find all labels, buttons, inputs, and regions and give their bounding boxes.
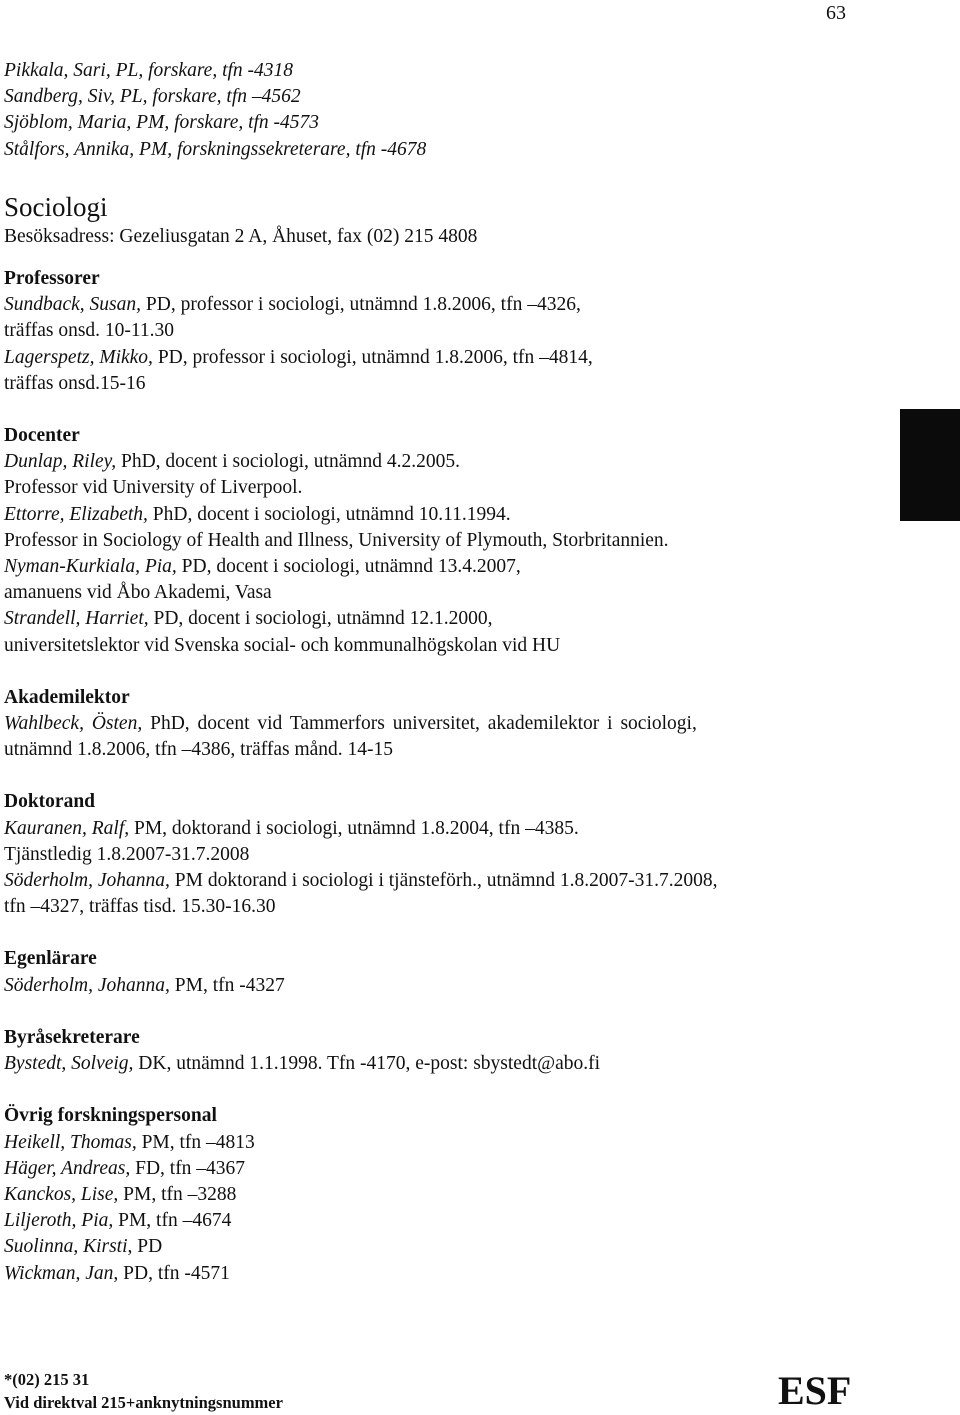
list-item bbox=[4, 1208, 854, 1234]
list-item bbox=[4, 868, 854, 920]
list-item bbox=[4, 1234, 854, 1260]
person-details-cont: amanuens vid Åbo Akademi, Vasa bbox=[4, 582, 272, 604]
footer-direct-dial: Vid direktval 215+anknytningsnummer bbox=[4, 1393, 283, 1412]
person-name: Sundback, Susan, bbox=[4, 294, 142, 316]
person-details-cont: träffas onsd.15-16 bbox=[4, 372, 146, 394]
person-details-cont: Professor vid University of Liverpool. bbox=[4, 477, 303, 499]
person-name: Ettorre, Elizabeth, bbox=[4, 503, 148, 525]
person-details: FD, tfn –4367 bbox=[130, 1157, 246, 1179]
section-title: Sociologi bbox=[4, 191, 108, 222]
list-item bbox=[4, 292, 854, 344]
person-details: PD, docent i sociologi, utnämnd 13.4.2007, bbox=[176, 556, 521, 578]
person-name: Dunlap, Riley, bbox=[4, 451, 117, 473]
list-item bbox=[4, 1130, 854, 1156]
person-name: Söderholm, Johanna, bbox=[4, 974, 170, 996]
person-name: Heikell, Thomas, bbox=[4, 1131, 137, 1153]
person-details: PD, tfn -4571 bbox=[118, 1262, 230, 1284]
list-item bbox=[4, 1182, 854, 1208]
person-details: PD, docent i sociologi, utnämnd 12.1.2000, bbox=[148, 608, 493, 630]
list-item bbox=[4, 711, 854, 763]
person-name: Strandell, Harriet, bbox=[4, 608, 149, 630]
footer-phone: *(02) 215 31 bbox=[4, 1370, 90, 1389]
person-name: Wickman, Jan, bbox=[4, 1262, 119, 1284]
person-details-cont: tfn –4327, träffas tisd. 15.30-16.30 bbox=[4, 896, 276, 918]
person-details: PD, professor i sociologi, utnämnd 1.8.2006, tfn –4326, bbox=[141, 294, 581, 316]
person-details: PhD, docent i sociologi, utnämnd 4.2.2005. bbox=[116, 451, 461, 473]
person-details: PhD, docent i sociologi, utnämnd 10.11.1994. bbox=[147, 503, 511, 525]
person-details: PM, tfn –4813 bbox=[136, 1131, 255, 1153]
person-name: Suolinna, Kirsti bbox=[4, 1236, 128, 1258]
person-details-cont: Tjänstledig 1.8.2007-31.7.2008 bbox=[4, 843, 250, 865]
person-details: PM, tfn -4327 bbox=[169, 974, 285, 996]
person-name: Nyman-Kurkiala, Pia, bbox=[4, 556, 177, 578]
heading-professorer: Professorer bbox=[4, 268, 100, 290]
person-name: Kauranen, Ralf, bbox=[4, 817, 130, 839]
page-number: 63 bbox=[826, 2, 846, 24]
person-name: Lagerspetz, Mikko, bbox=[4, 346, 153, 368]
heading-akademilektor: Akademilektor bbox=[4, 686, 130, 708]
list-item bbox=[4, 1156, 854, 1182]
list-item bbox=[4, 1261, 854, 1287]
page-content bbox=[4, 58, 854, 1287]
list-item: Sandberg, Siv, PL, forskare, tfn –4562 bbox=[4, 86, 301, 108]
list-item bbox=[4, 345, 854, 397]
person-details: PD, professor i sociologi, utnämnd 1.8.2006, tfn –4814, bbox=[152, 346, 593, 368]
person-details: PM doktorand i sociologi i tjänsteförh., utnämnd 1.8.2007-31.7.2008, bbox=[169, 870, 718, 892]
list-item: Sjöblom, Maria, PM, forskare, tfn -4573 bbox=[4, 112, 320, 134]
esf-logo: ESF bbox=[778, 1368, 852, 1413]
heading-ovrig-forskningspersonal: Övrig forskningspersonal bbox=[4, 1105, 217, 1127]
person-details: PM, tfn –4674 bbox=[113, 1210, 232, 1232]
person-name: Liljeroth, Pia, bbox=[4, 1210, 114, 1232]
person-details: DK, utnämnd 1.1.1998. Tfn -4170, e-post: sbystedt@abo.fi bbox=[133, 1053, 601, 1075]
person-details-cont: utnämnd 1.8.2006, tfn –4386, träffas månd. 14-15 bbox=[4, 739, 394, 761]
list-item bbox=[4, 502, 854, 554]
list-item bbox=[4, 554, 854, 606]
list-item: Pikkala, Sari, PL, forskare, tfn -4318 bbox=[4, 60, 294, 81]
list-item bbox=[4, 973, 854, 999]
person-details: PM, doktorand i sociologi, utnämnd 1.8.2004, tfn –4385. bbox=[129, 817, 579, 839]
footer-phone-note bbox=[4, 1368, 283, 1414]
person-name: Söderholm, Johanna, bbox=[4, 870, 170, 892]
person-name: Häger, Andreas, bbox=[4, 1157, 131, 1179]
list-item bbox=[4, 606, 854, 658]
heading-doktorand: Doktorand bbox=[4, 791, 96, 813]
top-staff-list bbox=[4, 58, 854, 163]
person-details-cont: träffas onsd. 10-11.30 bbox=[4, 320, 175, 342]
heading-egenlarare: Egenlärare bbox=[4, 948, 97, 970]
heading-docenter: Docenter bbox=[4, 425, 80, 447]
list-item bbox=[4, 1051, 854, 1077]
section-address: Besöksadress: Gezeliusgatan 2 A, Åhuset, fax (02) 215 4808 bbox=[4, 225, 478, 247]
section-tab-marker bbox=[900, 409, 960, 521]
person-details: PM, tfn –3288 bbox=[118, 1183, 237, 1205]
person-details-cont: Professor in Sociology of Health and Illness, University of Plymouth, Storbritannien. bbox=[4, 529, 669, 551]
person-details-cont: universitetslektor vid Svenska social- och kommunalhögskolan vid HU bbox=[4, 634, 561, 656]
person-name: Bystedt, Solveig, bbox=[4, 1053, 134, 1075]
list-item: Stålfors, Annika, PM, forskningssekreterare, tfn -4678 bbox=[4, 138, 427, 160]
person-details: PhD, docent vid Tammerfors universitet, akademilektor i sociologi, bbox=[142, 713, 697, 735]
list-item bbox=[4, 449, 854, 501]
person-details: , PD bbox=[127, 1236, 163, 1258]
heading-byrasekreterare: Byråsekreterare bbox=[4, 1026, 140, 1048]
person-name: Kanckos, Lise, bbox=[4, 1183, 119, 1205]
person-name: Wahlbeck, Östen, bbox=[4, 713, 143, 735]
list-item bbox=[4, 816, 854, 868]
